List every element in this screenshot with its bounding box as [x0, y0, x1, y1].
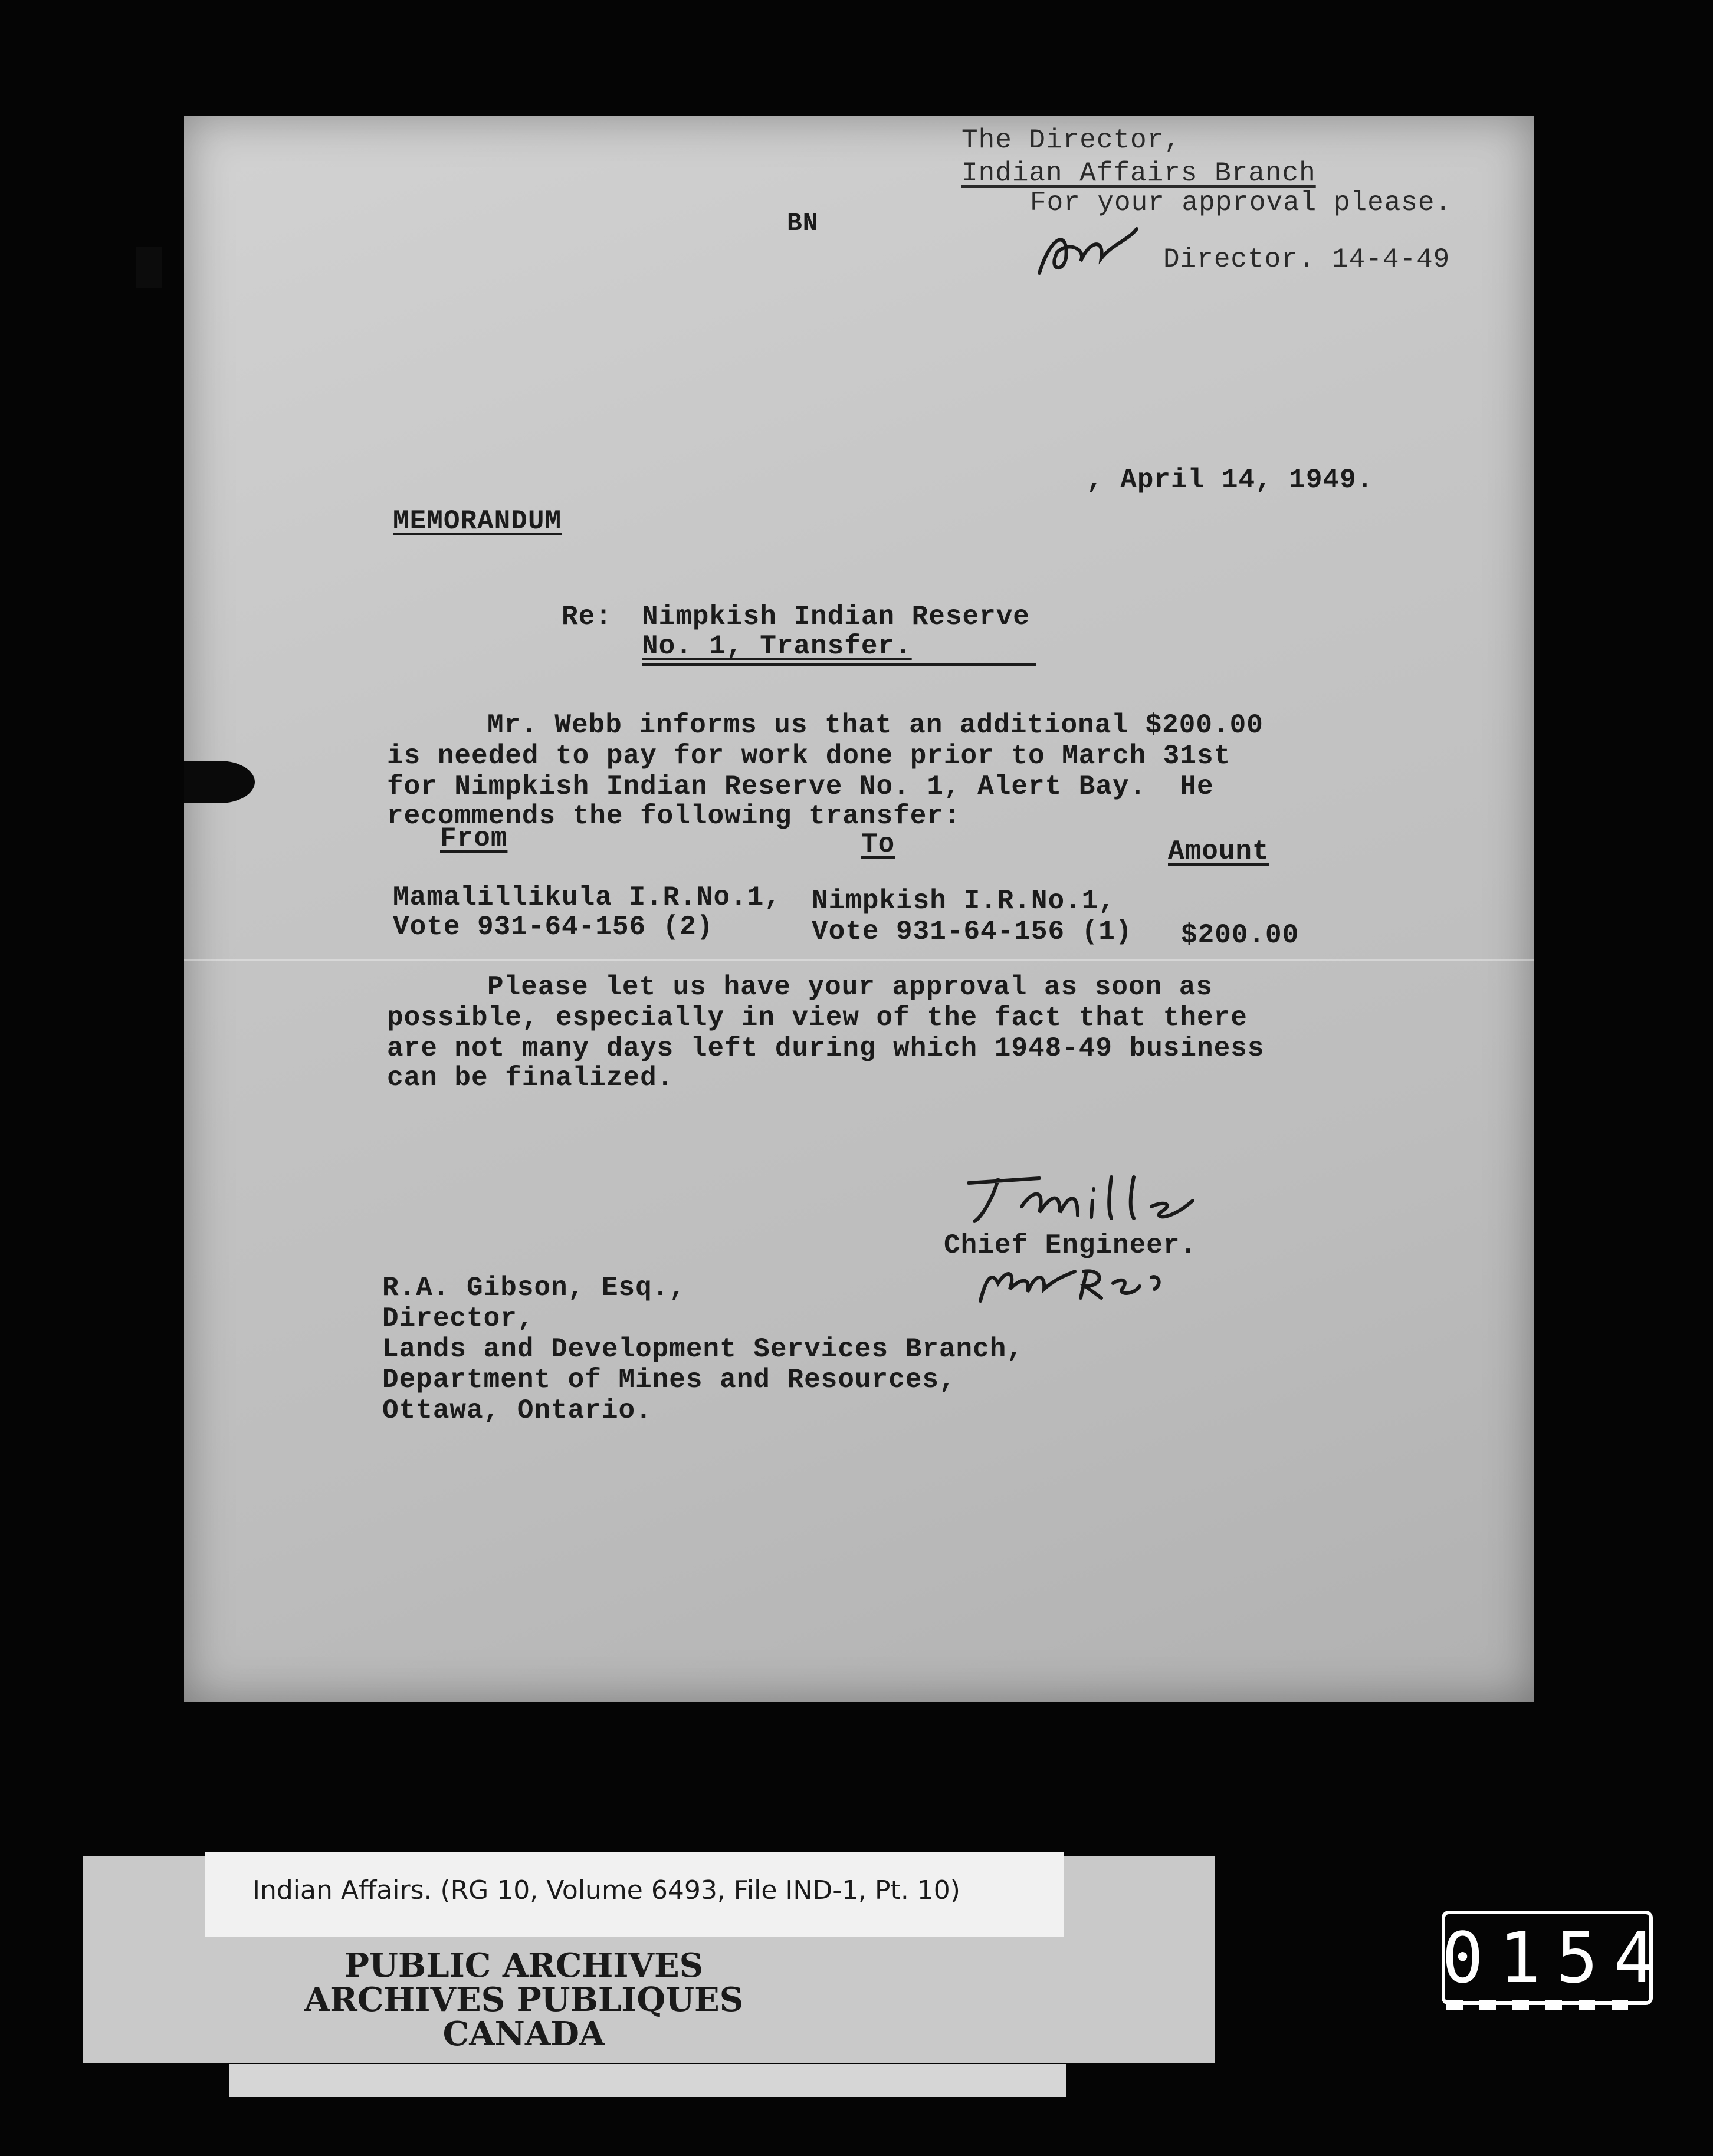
- archive-line-1: PUBLIC ARCHIVES: [344, 1946, 704, 1985]
- pen-tip-shadow: [184, 761, 255, 803]
- addressee-line-3: Lands and Development Services Branch,: [382, 1334, 1023, 1365]
- table-header-from: From: [440, 823, 508, 854]
- routing-line-4: Director. 14-4-49: [1163, 244, 1451, 275]
- stamp-initials: BN: [787, 209, 819, 238]
- archive-stamp: [229, 1948, 819, 2051]
- memo-page: [184, 116, 1534, 1702]
- film-sprocket-holes: [1446, 2000, 1650, 2016]
- handwritten-signature: [957, 1165, 1228, 1230]
- routing-line-3: For your approval please.: [1030, 188, 1452, 218]
- archive-line-2: ARCHIVES PUBLIQUES: [304, 1980, 744, 2019]
- paragraph-1-line-3: for Nimpkish Indian Reserve No. 1, Alert Bay. He: [387, 771, 1214, 802]
- archive-line-3: CANADA: [442, 2014, 605, 2053]
- paragraph-1-line-1: Mr. Webb informs us that an additional $200.00: [487, 710, 1264, 741]
- addressee-line-5: Ottawa, Ontario.: [382, 1395, 652, 1426]
- table-to-line-1: Nimpkish I.R.No.1,: [812, 886, 1115, 916]
- subject-underline: [642, 663, 1036, 666]
- paragraph-2-line-2: possible, especially in view of the fact that there: [387, 1003, 1248, 1033]
- label-bottom-strip: [229, 2064, 1066, 2097]
- memo-heading: MEMORANDUM: [393, 506, 562, 537]
- fold-line: [184, 959, 1534, 961]
- addressee-line-1: R.A. Gibson, Esq.,: [382, 1273, 686, 1303]
- addressee-line-2: Director,: [382, 1303, 534, 1334]
- paragraph-1-line-2: is needed to pay for work done prior to March 31st: [387, 741, 1231, 771]
- signature-title: Chief Engineer.: [944, 1230, 1197, 1261]
- subject-line-2: No. 1, Transfer.: [642, 631, 912, 662]
- routing-line-1: The Director,: [961, 125, 1181, 156]
- subject-line-1: Nimpkish Indian Reserve: [642, 602, 1030, 632]
- addressee-line-4: Department of Mines and Resources,: [382, 1365, 956, 1395]
- routing-initials-signature: [1033, 217, 1146, 282]
- per-initials-signature: [974, 1254, 1169, 1307]
- table-header-to: To: [861, 829, 895, 860]
- binder-punch-hole: [136, 247, 162, 288]
- subject-label: Re:: [562, 602, 612, 632]
- archive-reference-card: [205, 1852, 1064, 1937]
- paragraph-2-line-3: are not many days left during which 1948-49 business: [387, 1033, 1265, 1064]
- paragraph-2-line-1: Please let us have your approval as soon as: [487, 972, 1213, 1003]
- paragraph-1-line-4: recommends the following transfer:: [387, 801, 961, 831]
- routing-line-2: Indian Affairs Branch: [961, 158, 1316, 189]
- table-to-line-2: Vote 931-64-156 (1): [812, 916, 1133, 947]
- memo-date: , April 14, 1949.: [1087, 465, 1374, 495]
- archive-reference: Indian Affairs. (RG 10, Volume 6493, File IND-1, Pt. 10): [252, 1875, 960, 1905]
- table-from-line-1: Mamalillikula I.R.No.1,: [393, 882, 781, 913]
- table-from-line-2: Vote 931-64-156 (2): [393, 912, 714, 942]
- table-header-amount: Amount: [1168, 836, 1269, 867]
- table-amount: $200.00: [1181, 920, 1299, 951]
- paragraph-2-line-4: can be finalized.: [387, 1063, 674, 1093]
- frame-number: 0154: [1442, 1911, 1652, 2005]
